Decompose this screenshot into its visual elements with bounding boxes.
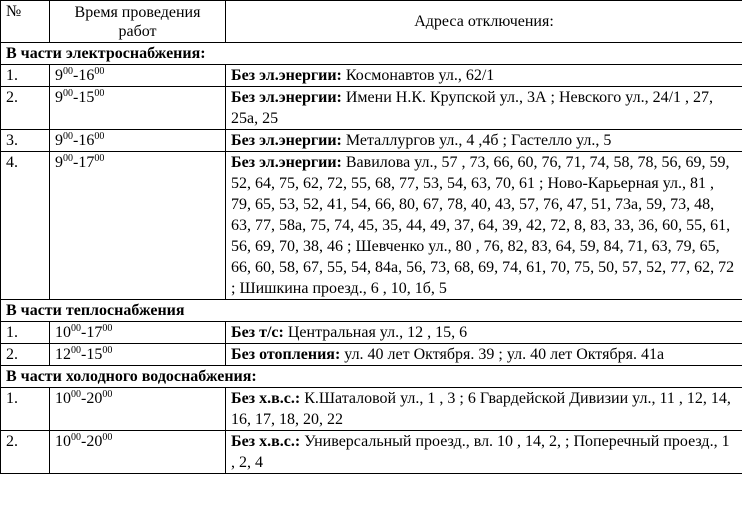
- address-list: Металлургов ул., 4 ,4б ; Гастелло ул., 5: [341, 132, 612, 149]
- section-title: В части холодного водоснабжения:: [1, 366, 742, 388]
- table-row: [1, 431, 742, 474]
- row-time: $10^{00}-20^{00}$: [50, 431, 226, 474]
- start-hour: 9: [55, 67, 63, 84]
- end-hour: 20: [86, 433, 103, 450]
- outage-type-label: Без эл.энергии:: [231, 67, 342, 84]
- start-hour: 9: [55, 154, 63, 171]
- row-addresses: [226, 65, 742, 87]
- outage-type-label: Без т/с:: [231, 324, 284, 341]
- address-list: Вавилова ул., 57 , 73, 66, 60, 76, 71, 74, 58, 78, 56, 69, 59, 52, 64, 75, 62, 72, 55, 68, 77, 53, 54, 63, 70, 61 ; Ново-Карьерная ул., 81 , 79, 65, 53, 52, 41, 54, 66, 80, 67, 78, 40, 43, 57, 76, 47, 51, 73а, 59, 73, 48, 63, 77, 58а, 75, 74, 45, 35, 44, 49, 37, 64, 39, 42, 72, 8, 83, 33, 36, 60, 55, 61, 56, 69, 70, 38, 46 ; Шевченко ул., 80 , 76, 82, 83, 64, 59, 84, 71, 63, 79, 65, 66, 60, 58, 67, 55, 54, 84а, 56, 73, 68, 69, 74, 61, 70, 75, 50, 57, 52, 77, 62, 72 ; Шишкина проезд., 6 , 10, 1б, 5: [231, 154, 735, 297]
- table-row: [1, 322, 742, 344]
- end-hour: 20: [86, 390, 103, 407]
- end-hour: 15: [86, 346, 103, 363]
- start-minutes: 00: [71, 389, 81, 400]
- header-number: №: [1, 1, 50, 43]
- row-number: 1.: [1, 65, 50, 87]
- section-title: В части теплоснабжения: [1, 300, 742, 322]
- end-hour: 16: [78, 67, 95, 84]
- start-hour: 9: [55, 89, 63, 106]
- address-list: Центральная ул., 12 , 15, 6: [283, 324, 468, 341]
- start-minutes: 00: [63, 153, 73, 164]
- outage-type-label: Без эл.энергии:: [231, 89, 342, 106]
- outage-type-label: Без х.в.с.:: [231, 433, 301, 450]
- start-minutes: 00: [63, 88, 73, 99]
- row-addresses: [226, 431, 742, 474]
- start-hour: 10: [55, 324, 71, 341]
- header-addresses: Адреса отключения:: [226, 1, 742, 43]
- row-addresses: [226, 130, 742, 152]
- address-list: Универсальный проезд., вл. 10 , 14, 2, ; Поперечный проезд., 1 , 2, 4: [231, 433, 730, 471]
- row-time: $9^{00}-15^{00}$: [50, 87, 226, 130]
- table-row: [1, 130, 742, 152]
- row-time: $12^{00}-15^{00}$: [50, 344, 226, 366]
- end-hour: 15: [78, 89, 95, 106]
- end-minutes: 00: [102, 432, 113, 443]
- start-hour: 9: [55, 132, 63, 149]
- table-row: [1, 65, 742, 87]
- start-minutes: 00: [63, 131, 73, 142]
- end-minutes: 00: [102, 323, 113, 334]
- table-row: [1, 344, 742, 366]
- start-minutes: 00: [71, 323, 81, 334]
- start-minutes: 00: [63, 66, 73, 77]
- row-time: $9^{00}-17^{00}$: [50, 152, 226, 300]
- row-number: 2.: [1, 344, 50, 366]
- end-hour: 16: [78, 132, 95, 149]
- outage-type-label: Без эл.энергии:: [231, 154, 342, 171]
- row-number: 3.: [1, 130, 50, 152]
- table-row: [1, 388, 742, 431]
- row-number: 4.: [1, 152, 50, 300]
- section-title: В части электроснабжения:: [1, 43, 742, 65]
- end-minutes: 00: [94, 131, 105, 142]
- row-time: $9^{00}-16^{00}$: [50, 130, 226, 152]
- start-minutes: 00: [71, 345, 81, 356]
- address-list: Имени Н.К. Крупской ул., 3А ; Невского ул., 24/1 , 27, 25а, 25: [231, 89, 714, 127]
- outage-type-label: Без х.в.с.:: [231, 390, 301, 407]
- address-list: Космонавтов ул., 62/1: [341, 67, 495, 84]
- outage-type-label: Без эл.энергии:: [231, 132, 342, 149]
- row-number: 2.: [1, 431, 50, 474]
- header-time: Время проведения работ: [50, 1, 226, 43]
- row-number: 1.: [1, 322, 50, 344]
- section-row: [1, 43, 742, 65]
- end-hour: 17: [86, 324, 103, 341]
- table-body: [1, 43, 742, 474]
- row-number: 1.: [1, 388, 50, 431]
- table-row: [1, 152, 742, 300]
- row-addresses: [226, 152, 742, 300]
- row-number: 2.: [1, 87, 50, 130]
- section-row: [1, 366, 742, 388]
- end-minutes: 00: [102, 389, 113, 400]
- start-minutes: 00: [71, 432, 81, 443]
- end-minutes: 00: [94, 66, 105, 77]
- address-list: К.Шаталовой ул., 1 , 3 ; 6 Гвардейской Дивизии ул., 11 , 12, 14, 16, 17, 18, 20, 22: [231, 390, 731, 428]
- end-minutes: 00: [102, 345, 113, 356]
- row-addresses: [226, 388, 742, 431]
- row-time: $10^{00}-20^{00}$: [50, 388, 226, 431]
- start-hour: 10: [55, 390, 71, 407]
- row-addresses: [226, 344, 742, 366]
- row-time: $9^{00}-16^{00}$: [50, 65, 226, 87]
- end-minutes: 00: [94, 153, 105, 164]
- outage-type-label: Без отопления:: [231, 346, 341, 363]
- table-row: [1, 87, 742, 130]
- end-hour: 17: [78, 154, 95, 171]
- row-time: $10^{00}-17^{00}$: [50, 322, 226, 344]
- section-row: [1, 300, 742, 322]
- end-minutes: 00: [94, 88, 105, 99]
- start-hour: 10: [55, 433, 71, 450]
- header-row: [1, 1, 742, 43]
- row-addresses: [226, 87, 742, 130]
- start-hour: 12: [55, 346, 71, 363]
- address-list: ул. 40 лет Октября. 39 ; ул. 40 лет Октября. 41а: [340, 346, 665, 363]
- row-addresses: [226, 322, 742, 344]
